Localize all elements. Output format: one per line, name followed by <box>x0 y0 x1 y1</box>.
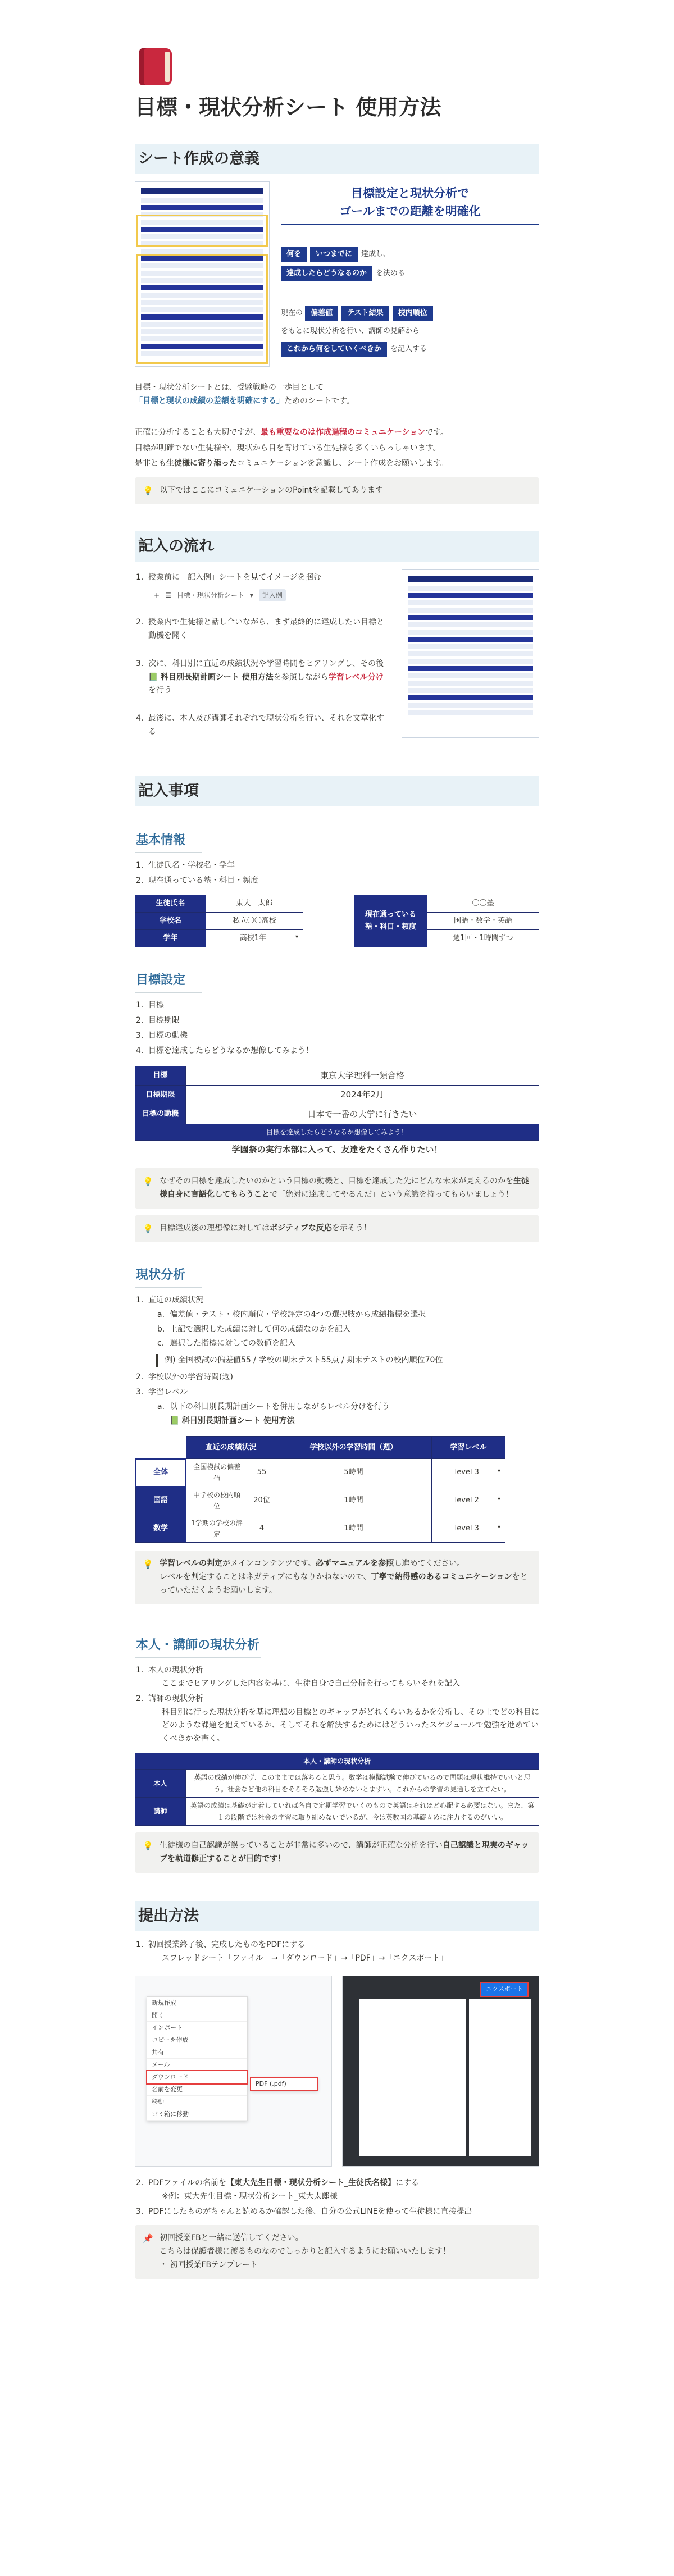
status-item-1: 直近の成績状況 a. 偏差値・テスト・校内順位・学校評定の4つの選択肢から成績指標を選択 b. 上記で選択した成績に対して何の成績なのかを記入 c. 選択した指標に対しての数値を記入 例) 全国模試の偏差値55 / 学校の期末テスト55点 / 期末テストの校内順位70位 <box>135 1294 539 1367</box>
table-row: 全体 全国模試の偏差値 55 5時間 level 3 ▾ <box>135 1459 506 1487</box>
goal-item: 目標 <box>148 1001 164 1010</box>
analysis-item-2: 講師の現状分析 科目別に行った現状分析を基に理想の目標とのギャップがどれくらいあるかを分析し、その上でどの科目にどのような課題を抱えているか、そしてそれを解決するためにはどういったスケジュールで勉強を進めていくべきかを書く。 <box>148 1694 539 1744</box>
intro-diagram <box>135 181 539 367</box>
status-example: 例) 全国模試の偏差値55 / 学校の期末テスト55点 / 期末テストの校内順位70位 <box>156 1354 539 1367</box>
flow-step-4: 最後に、本人及び講師それぞれで現状分析を行い、それを文章化する <box>148 714 384 737</box>
callout-level: 💡 学習レベルの判定がメインコンテンツです。必ずマニュアルを参照し進めてください。 レベルを判定することはネガティブにもなりかねないので、丁寧で納得感のあるコミュニケーションをとっていただくようお願いします。 <box>135 1551 539 1604</box>
juku-table: 現在通っている塾・科目・頻度 〇〇塾 国語・数学・英語 週1回・1時間ずつ <box>354 895 539 947</box>
lightbulb-icon: 💡 <box>143 486 153 496</box>
link-fb-template[interactable]: 初回授業FBテンプレート <box>170 2260 258 2270</box>
submit-item-1: 初回授業終了後、完成したものをPDFにする スプレッドシート「ファイル」→「ダウンロード」→「PDF」→「エクスポート」 <box>148 1940 448 1963</box>
callout-goal-positive: 💡 目標達成後の理想像に対してはポジティブな反応を示そう！ <box>135 1215 539 1242</box>
diagram-line-2: 達成したらどうなるのか を決める <box>281 266 539 281</box>
diagram-line-5: これから何をしていくべきか を記入する <box>281 342 539 357</box>
diagram-headline: 目標設定と現状分析で ゴールまでの距離を明確化 <box>281 185 539 225</box>
heading-status: 現状分析 <box>135 1264 202 1288</box>
link-long-term-plan-2[interactable]: 科目別長期計画シート 使用方法 <box>181 1416 295 1426</box>
lightbulb-icon: 💡 <box>143 1840 153 1851</box>
callout-goal-motivation: 💡 なぜその目標を達成したいのかという目標の動機と、目標を達成した先にどんな未来が見えるのかを生徒様自身に言語化してもらうことで「絶対に達成してやるんだ」という意識を持ってもらいましょう！ <box>135 1168 539 1209</box>
goal-table: 目標 東京大学理科一類合格 目標期限 2024年2月 目標の動機 日本で一番の大学に行きたい 目標を達成したらどうなるか想像してみよう！ 学園祭の実行本部に入って、友達をたくさん作りたい！ <box>135 1066 539 1160</box>
breadcrumb[interactable]: + ☰ 目標・現状分析シート ▾ 記入例 <box>154 589 387 601</box>
goal-item: 目標期限 <box>148 1016 180 1025</box>
callout-point: 💡 以下ではここにコミュニケーションのPointを記載してあります <box>135 477 539 504</box>
diagram-line-3: 現在の 偏差値 テスト結果 校内順位 <box>281 306 539 321</box>
submit-item-2: PDFファイルの名前を【東大先生目標・現状分析シート_生徒氏名様】にする ※例：東大先生目標・現状分析シート_東大太郎様 <box>148 2178 419 2201</box>
pdf-export-screenshot <box>342 1976 539 2167</box>
heading-basic-info: 基本情報 <box>135 829 202 853</box>
significance-p1: 目標・現状分析シートとは、受験戦略の一歩目として 「目標と現状の成績の差額を明確にする」ためのシートです。 <box>135 383 354 406</box>
submit-item-3: PDFにしたものがちゃんと読めるか確認した後、自分の公式LINEを使って生徒様に直接提出 <box>148 2206 472 2216</box>
status-item-3: 学習レベル a. 以下の科目別長期計画シートを併用しながらレベル分けを行う 📗 科目別長期計画シート 使用方法 <box>148 1387 390 1426</box>
page-title: 目標・現状分析シート 使用方法 <box>135 95 441 120</box>
content-column <box>135 45 539 2279</box>
goal-item: 目標を達成したらどうなるか想像してみよう！ <box>148 1046 313 1055</box>
basic-item: 生徒氏名・学校名・学年 <box>148 861 235 870</box>
significance-p2: 正確に分析することも大切ですが、最も重要なのは作成過程のコミュニケーションです。 <box>135 427 449 437</box>
table-row: 数学 1学期の学校の評定 4 1時間 level 3 ▾ <box>135 1515 506 1543</box>
file-menu-screenshot: 新規作成 開く インポート コピーを作成 共有 メール ダウンロード 名前を変更 移動 ゴミ箱に移動 PDF (.pdf) <box>135 1976 332 2167</box>
link-long-term-plan[interactable]: 科目別長期計画シート 使用方法 <box>160 672 274 682</box>
analysis-item-1: 本人の現状分析 ここまでヒアリングした内容を基に、生徒自身で自己分析を行ってもらいそれを記入 <box>148 1666 461 1689</box>
callout-submit: 📌 初回授業FBと一緒に送信してください。 こちらは保護者様に渡るものなのでしっかりと記入するようにお願いいたします！ ・ 初回授業FBテンプレート <box>135 2225 539 2278</box>
sheet-thumbnail <box>135 181 270 367</box>
pushpin-icon: 📌 <box>143 2233 153 2244</box>
heading-flow: 記入の流れ <box>135 531 539 562</box>
heading-submit: 提出方法 <box>135 1901 539 1931</box>
table-row: 国語 中学校の校内順位 20位 1時間 level 2 ▾ <box>135 1487 506 1515</box>
lightbulb-icon: 💡 <box>143 1223 153 1234</box>
student-table: 生徒氏名 東大 太郎 学校名 私立〇〇高校 学年 高校1年 ▾ <box>135 895 303 947</box>
basic-item: 現在通っている塾・科目・頻度 <box>148 876 258 885</box>
lightbulb-icon: 💡 <box>143 1176 153 1187</box>
heading-significance: シート作成の意義 <box>135 144 539 174</box>
export-button[interactable]: エクスポート <box>481 1983 527 1996</box>
diagram-line-1: 何を いつまでに 達成し、 <box>281 247 539 262</box>
status-item-2: 学校以外の学習時間(週) <box>148 1372 233 1382</box>
diagram-line-4: をもとに現状分析を行い、講師の見解から <box>281 326 420 335</box>
callout-analysis: 💡 生徒様の自己認識が誤っていることが非常に多いので、講師が正確な分析を行い自己認識と現実のギャップを軌道修正することが目的です！ <box>135 1832 539 1873</box>
flow-step-2: 授業内で生徒様と話し合いながら、まず最終的に達成したい目標と動機を聞く <box>148 618 384 641</box>
example-sheet-thumbnail <box>402 569 539 738</box>
heading-entries: 記入事項 <box>135 776 539 806</box>
book-icon <box>135 45 179 89</box>
heading-goal: 目標設定 <box>135 969 202 993</box>
significance-p3: 目標が明確でない生徒様や、現状から目を背けている生徒様も多くいらっしゃいます。 <box>135 443 441 453</box>
file-menu: 新規作成 開く インポート コピーを作成 共有 メール ダウンロード 名前を変更 移動 ゴミ箱に移動 <box>147 1996 248 2121</box>
lightbulb-icon: 💡 <box>143 1559 153 1570</box>
goal-item: 目標の動機 <box>148 1031 188 1040</box>
flow-step-1: 授業前に「記入例」シートを見てイメージを掴む + ☰ 目標・現状分析シート ▾ 記入例 <box>135 571 387 601</box>
heading-analysis: 本人・講師の現状分析 <box>135 1634 261 1658</box>
export-screenshots <box>135 1976 539 2167</box>
analysis-table: 本人・講師の現状分析 本人 英語の成績が伸びず、このままでは落ちると思う。数学は模擬試験で伸びているので問題は現状維持でいいと思う。社会など他の科目をそろそろ勉強し始めないとまずい。これからの学習の見通しを立てたい。 講師 英語の成績は基礎が定着していれば各自で定期学習でいくのもので英語はそれほど心配する必要はない。また、第１の段階では社会の学習に取り組めないでいるが、今は英数国の基礎固めに注力するのがいい。 <box>135 1753 539 1826</box>
level-table: 直近の成績状況 学校以外の学習時間（週） 学習レベル 全体 全国模試の偏差値 55 5時間 level 3 ▾ 国語 中学校の校内順位 20位 1時間 level 2 ▾ 数学 1学期の学校の評定 4 1時間 level 3 ▾ <box>135 1436 506 1543</box>
flow-section <box>135 569 539 754</box>
basic-tables <box>135 895 539 947</box>
significance-p4: 是非とも生徒様に寄り添ったコミュニケーションを意識し、シート作成をお願いします。 <box>135 459 449 468</box>
flow-step-3: 次に、科目別に直近の成績状況や学習時間をヒアリングし、その後 📗 科目別長期計画シート 使用方法を参照しながら学習レベル分けを行う <box>148 659 384 695</box>
